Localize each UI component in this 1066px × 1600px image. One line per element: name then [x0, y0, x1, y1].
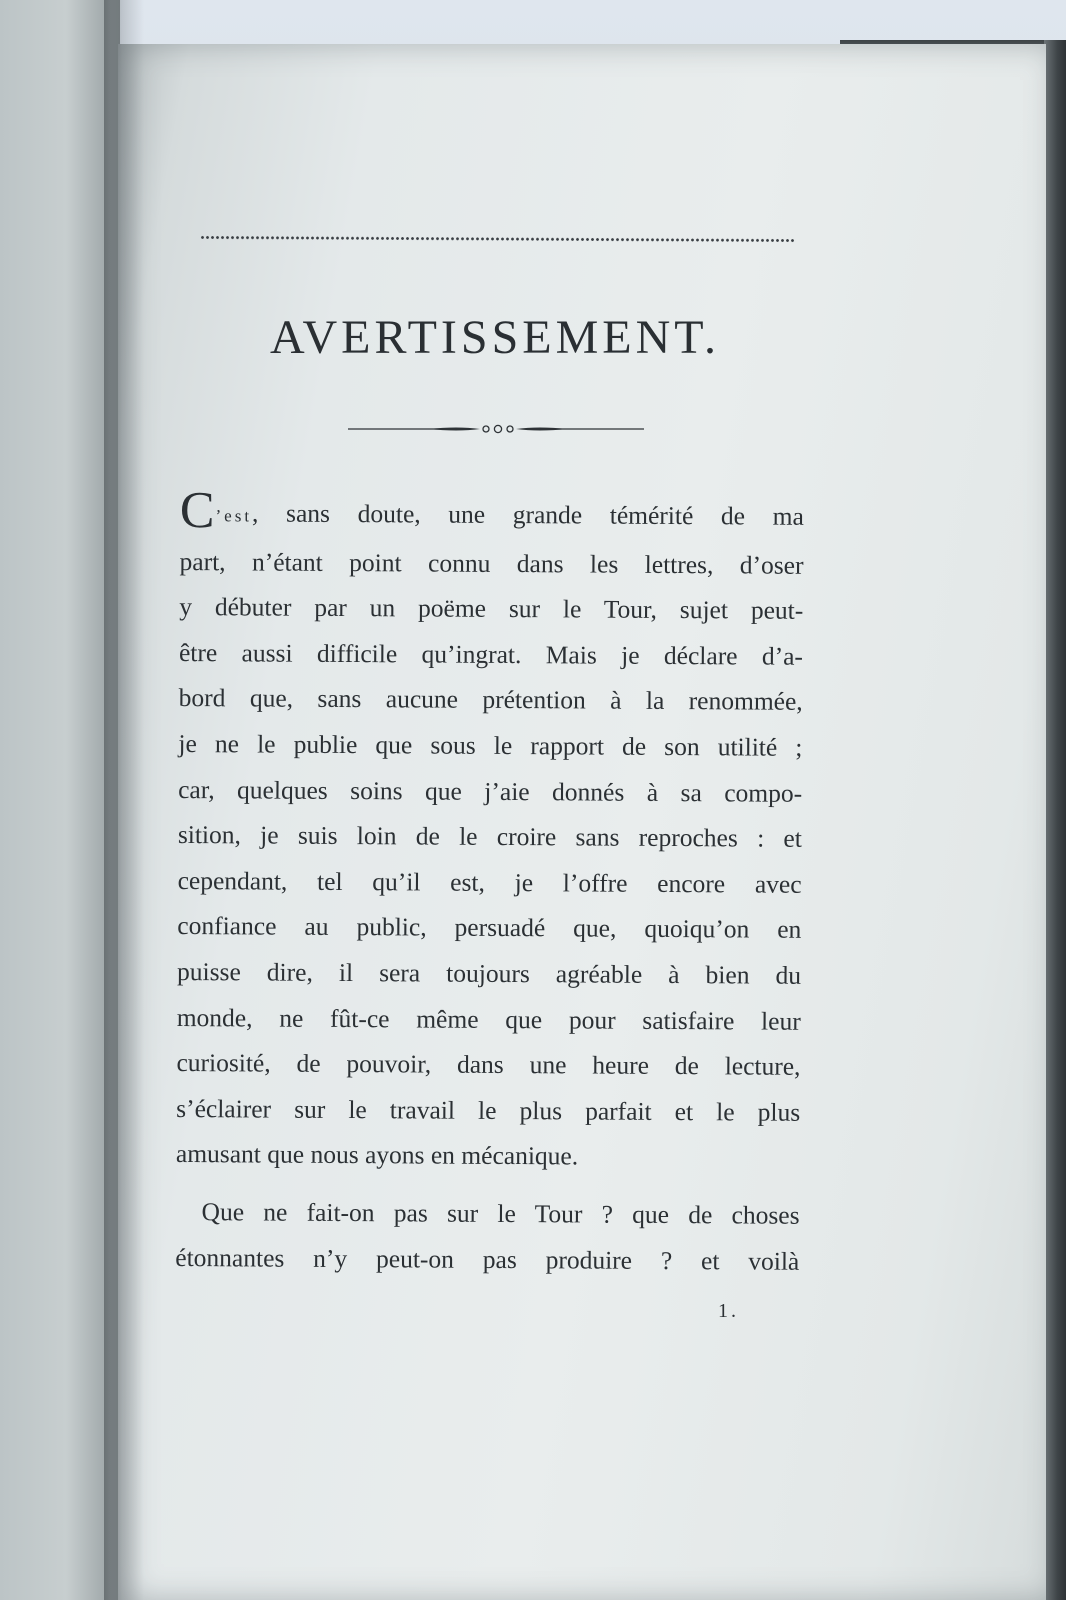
text-line: Que ne fait-on pas sur le Tour ? que de choses [201, 1197, 800, 1230]
small-caps-word: ’est [215, 506, 253, 526]
facing-page-edge [0, 0, 120, 1600]
text-line: puisse dire, il sera toujours agréable à bien du [176, 956, 802, 990]
book-cover-edge [1044, 40, 1066, 1600]
text-line: cependant, tel qu’il est, je l’offre encore avec [177, 865, 802, 899]
ornament-rule [348, 418, 648, 440]
drop-cap: C [179, 482, 215, 540]
text-line: confiance au public, persuadé que, quoiqu’on en [177, 911, 802, 945]
text-line: amusant que nous ayons en mécanique. [175, 1139, 579, 1171]
text-line: étonnantes n’y peut-on pas produire ? et voilà [175, 1242, 800, 1276]
text-line: bord que, sans aucune prétention à la renommée, [178, 683, 803, 717]
page-number: 1. [718, 1300, 739, 1322]
text-line: car, quelques soins que j’aie donnés à sa compo- [178, 774, 803, 808]
text-line: je ne le publie que sous le rapport de son utilité ; [178, 728, 803, 762]
text-line: y débuter par un poëme sur le Tour, sujet peut- [179, 592, 804, 625]
text-line: sition, je suis loin de le croire sans reproches : et [177, 820, 802, 853]
text-line: part, n’étant point connu dans les lettres, d’oser [179, 546, 804, 580]
text-line: curiosité, de pouvoir, dans une heure de lecture, [176, 1048, 801, 1081]
text-line-first [179, 482, 804, 542]
text-line: être aussi difficile qu’ingrat. Mais je déclare d’a- [178, 637, 804, 671]
gutter-shadow [104, 0, 144, 1600]
text-line: s’éclairer sur le travail le plus parfait et le plus [176, 1093, 801, 1127]
first-line-rest: , sans doute, une grande témérité de ma [252, 498, 804, 531]
text-line: monde, ne fût-ce même que pour satisfaire leur [176, 1002, 801, 1036]
page-title: AVERTISSEMENT. [269, 311, 721, 364]
body-text [175, 482, 804, 1284]
